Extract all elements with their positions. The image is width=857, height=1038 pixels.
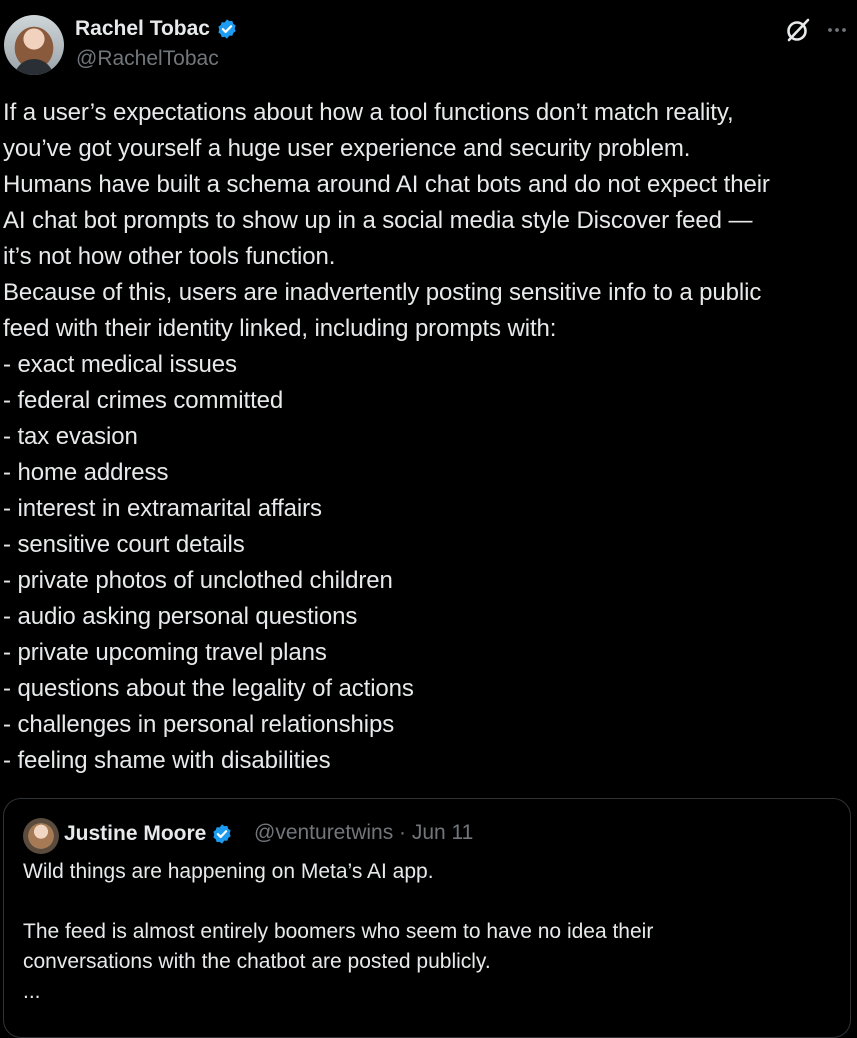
tweet-line: AI chat bot prompts to show up in a social media style Discover feed —	[3, 207, 753, 234]
tweet-line: you’ve got yourself a huge user experience and security problem.	[3, 135, 691, 162]
grok-icon[interactable]	[784, 16, 812, 44]
tweet-line: Humans have built a schema around AI chat bots and do not expect their	[3, 171, 770, 198]
quoted-handle-date[interactable]: @venturetwins · Jun 11	[254, 821, 474, 844]
author-handle[interactable]: @RachelTobac	[76, 47, 219, 70]
list-item: - federal crimes committed	[3, 387, 284, 414]
quoted-line: Wild things are happening on Meta’s AI app.	[23, 860, 434, 883]
quoted-display-name[interactable]: Justine Moore	[64, 822, 207, 845]
list-item: - private photos of unclothed children	[3, 567, 393, 594]
quoted-author-row[interactable]	[64, 819, 233, 849]
tweet-line: feed with their identity linked, including prompts with:	[3, 315, 557, 342]
verified-badge-icon	[211, 823, 233, 845]
author-display-name[interactable]: Rachel Tobac	[75, 17, 210, 40]
list-item: - interest in extramarital affairs	[3, 495, 322, 522]
tweet-line: If a user’s expectations about how a tool functions don’t match reality,	[3, 99, 734, 126]
tweet-line: Because of this, users are inadvertently posting sensitive info to a public	[3, 279, 762, 306]
list-item: - feeling shame with disabilities	[3, 747, 331, 774]
quoted-line: ...	[23, 980, 41, 1003]
tweet-text	[3, 95, 855, 779]
list-item: - sensitive court details	[3, 531, 245, 558]
list-item: - private upcoming travel plans	[3, 639, 327, 666]
quoted-tweet-card[interactable]	[3, 798, 851, 1038]
quoted-avatar[interactable]	[23, 818, 59, 854]
list-item: - challenges in personal relationships	[3, 711, 395, 738]
verified-badge-icon	[216, 18, 238, 40]
tweet-header	[0, 0, 857, 90]
author-name-row[interactable]	[75, 14, 238, 44]
list-item: - exact medical issues	[3, 351, 237, 378]
list-item: - tax evasion	[3, 423, 138, 450]
avatar[interactable]	[4, 15, 64, 75]
list-item: - home address	[3, 459, 169, 486]
quoted-line: conversations with the chatbot are posted publicly.	[23, 950, 491, 973]
tweet-line: it’s not how other tools function.	[3, 243, 336, 270]
list-item: - questions about the legality of actions	[3, 675, 414, 702]
list-item: - audio asking personal questions	[3, 603, 358, 630]
quoted-line: The feed is almost entirely boomers who seem to have no idea their	[23, 920, 654, 943]
more-icon[interactable]	[825, 18, 849, 42]
quoted-text	[23, 857, 823, 1007]
